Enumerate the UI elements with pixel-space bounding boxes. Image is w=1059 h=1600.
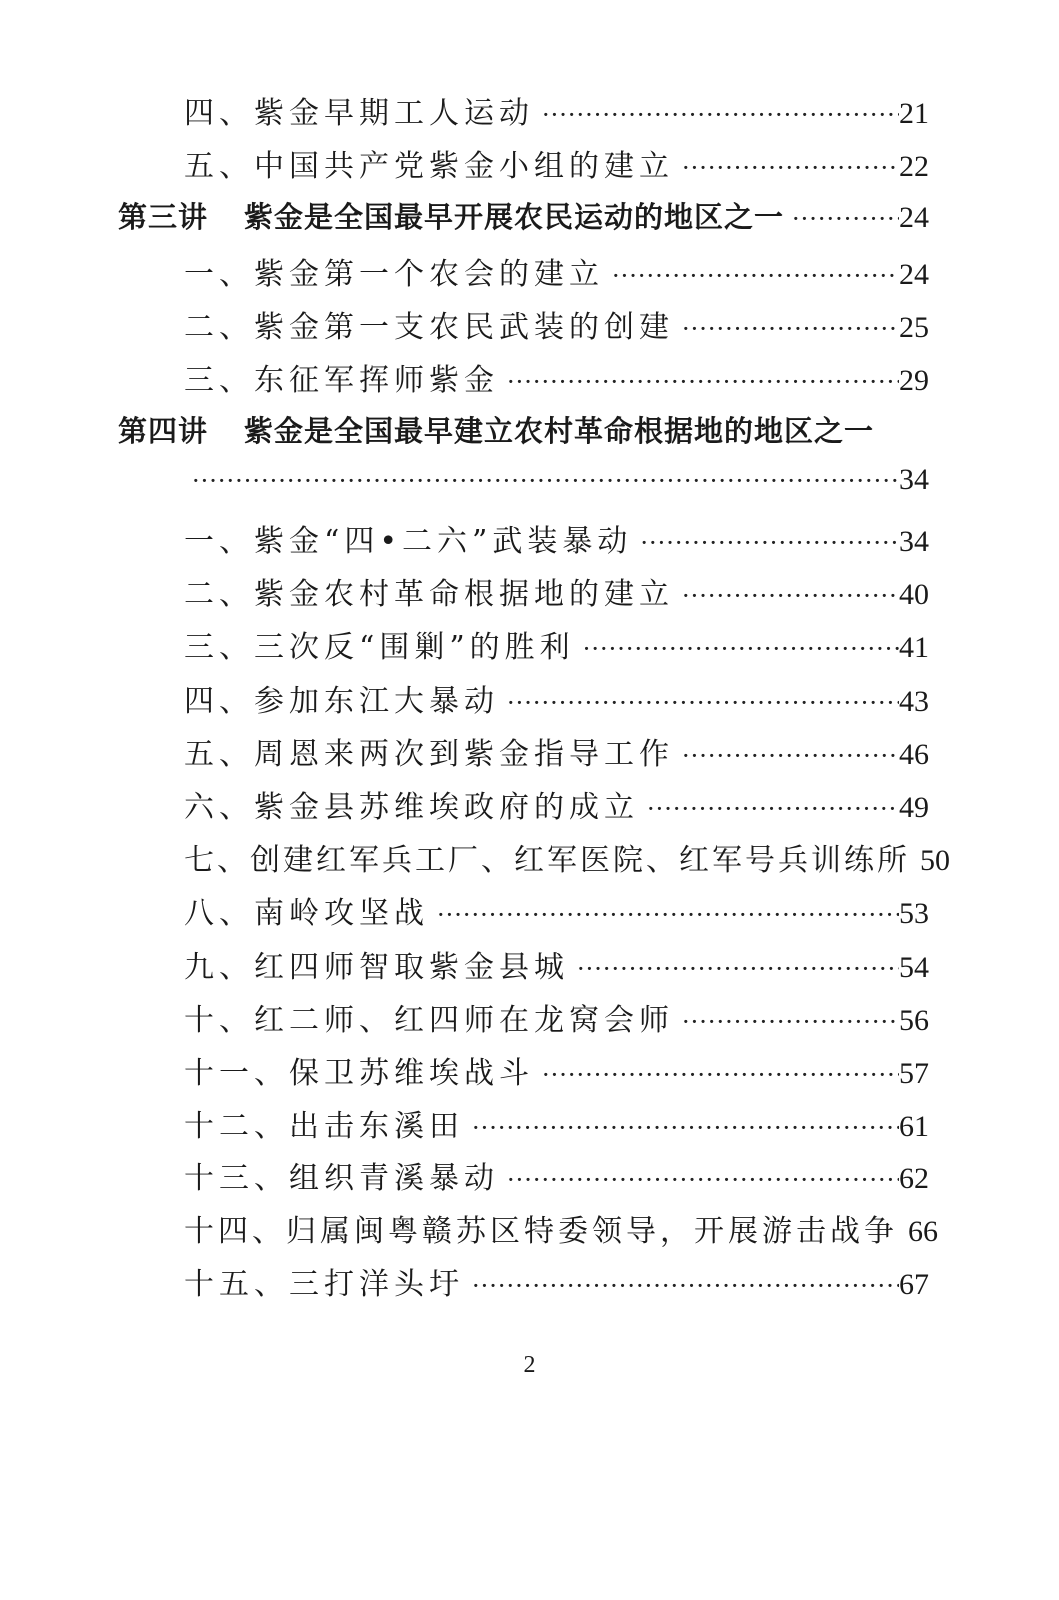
toc-leader-dots — [569, 955, 899, 983]
toc-leader-dots — [632, 529, 899, 557]
toc-entry-page: 57 — [899, 1057, 929, 1090]
toc-chapter-title: 紫金是全国最早开展农民运动的地区之一 — [244, 200, 785, 234]
toc-entry-title: 二、紫金农村革命根据地的建立 — [184, 577, 674, 612]
toc-entry-title: 四、紫金早期工人运动 — [184, 96, 534, 131]
toc-entry[interactable] — [184, 1101, 929, 1143]
toc-chapter-title: 紫金是全国最早建立农村革命根据地的地区之一 — [244, 414, 875, 448]
toc-entry[interactable] — [184, 516, 929, 558]
toc-entry-page: 22 — [899, 150, 929, 183]
toc-entry-page: 24 — [899, 201, 929, 234]
toc-entry-page: 41 — [899, 631, 929, 664]
toc-entry-page: 49 — [899, 791, 929, 824]
toc-entry-title: 七、创建红军兵工厂、红军医院、红军号兵训练所 — [184, 843, 910, 878]
toc-entry-title: 十二、出击东溪田 — [184, 1109, 464, 1144]
toc-entry-page: 46 — [899, 738, 929, 771]
toc-chapter-entry[interactable] — [118, 195, 929, 237]
toc-entry-title: 一、紫金“四•二六”武装暴动 — [184, 524, 633, 559]
toc-entry-page: 50 — [920, 844, 950, 877]
toc-leader-dots — [898, 1219, 908, 1247]
toc-entry[interactable] — [184, 942, 929, 984]
toc-entry[interactable] — [184, 88, 929, 130]
toc-leader-dots — [639, 795, 899, 823]
toc-entry-page: 56 — [899, 1004, 929, 1037]
toc-leader-dots — [499, 368, 899, 396]
toc-entry-page: 21 — [899, 97, 929, 130]
toc-entry[interactable] — [184, 1048, 929, 1090]
toc-leader-dots — [534, 101, 899, 129]
toc-entry-page: 25 — [899, 311, 929, 344]
page-number: 2 — [523, 1352, 536, 1378]
toc-entry[interactable] — [184, 729, 929, 771]
toc-entry[interactable] — [184, 1153, 929, 1195]
toc-entry-title: 五、中国共产党紫金小组的建立 — [184, 149, 674, 184]
toc-leader-dots — [674, 1008, 899, 1036]
toc-entry-title: 三、三次反“围剿”的胜利 — [184, 630, 575, 665]
toc-entry-title: 一、紫金第一个农会的建立 — [184, 257, 604, 292]
toc-entry-page: 29 — [899, 364, 929, 397]
toc-entry-page: 66 — [908, 1215, 938, 1248]
toc-leader-dots — [575, 635, 899, 663]
toc-entry[interactable] — [184, 569, 929, 611]
toc-chapter-entry[interactable] — [118, 409, 929, 451]
toc-entry-page: 54 — [899, 951, 929, 984]
toc-chapter-number: 第四讲 — [118, 414, 209, 448]
toc-entry-title: 八、南岭攻坚战 — [184, 896, 429, 931]
toc-entry[interactable] — [184, 782, 929, 824]
toc-entry[interactable] — [184, 141, 929, 183]
toc-leader-dots — [910, 848, 920, 876]
toc-leader-dots — [674, 154, 899, 182]
toc-entry-page: 34 — [899, 463, 929, 496]
toc-leader-dots — [784, 205, 899, 233]
toc-entry-title: 五、周恩来两次到紫金指导工作 — [184, 737, 674, 772]
toc-leader-dots — [674, 315, 899, 343]
toc-entry-page: 62 — [899, 1162, 929, 1195]
toc-leader-dots — [184, 467, 899, 495]
toc-entry-title: 三、东征军挥师紫金 — [184, 363, 499, 398]
toc-entry-title: 十四、归属闽粤赣苏区特委领导，开展游击战争 — [184, 1214, 898, 1249]
toc-leader-dots — [499, 1166, 899, 1194]
toc-entry[interactable] — [184, 355, 929, 397]
toc-entry-page: 43 — [899, 685, 929, 718]
toc-entry-title: 十五、三打洋头圩 — [184, 1267, 464, 1302]
toc-entry[interactable] — [184, 888, 929, 930]
toc-entry[interactable] — [184, 995, 929, 1037]
toc-entry[interactable] — [184, 302, 929, 344]
toc-leader-dots — [499, 689, 899, 717]
toc-entry-title: 十、红二师、红四师在龙窝会师 — [184, 1003, 674, 1038]
toc-leader-dots — [429, 901, 899, 929]
toc-entry-title: 六、紫金县苏维埃政府的成立 — [184, 790, 639, 825]
toc-entry-page: 53 — [899, 897, 929, 930]
toc-leader-dots — [604, 262, 899, 290]
toc-entry[interactable] — [184, 622, 929, 664]
toc-entry-page: 67 — [899, 1268, 929, 1301]
toc-leader-dots — [464, 1272, 899, 1300]
toc-leader-dots — [534, 1061, 899, 1089]
toc-entry-title: 九、红四师智取紫金县城 — [184, 950, 569, 985]
toc-entry[interactable] — [184, 249, 929, 291]
toc-chapter-number: 第三讲 — [118, 200, 209, 234]
toc-entry-page: 61 — [899, 1110, 929, 1143]
toc-entry-title: 十三、组织青溪暴动 — [184, 1161, 499, 1196]
toc-entry[interactable] — [184, 835, 950, 878]
toc-entry[interactable] — [184, 676, 929, 718]
toc-entry-page: 34 — [899, 525, 929, 558]
toc-chapter-continuation[interactable] — [184, 463, 929, 505]
toc-entry-title: 四、参加东江大暴动 — [184, 684, 499, 719]
toc-leader-dots — [674, 582, 899, 610]
toc-entry-title: 十一、保卫苏维埃战斗 — [184, 1056, 534, 1091]
toc-leader-dots — [464, 1114, 899, 1142]
toc-entry-page: 40 — [899, 578, 929, 611]
toc-entry[interactable] — [184, 1206, 938, 1249]
toc-entry-page: 24 — [899, 258, 929, 291]
toc-entry[interactable] — [184, 1259, 929, 1301]
toc-entry-title: 二、紫金第一支农民武装的创建 — [184, 310, 674, 345]
toc-leader-dots — [674, 742, 899, 770]
